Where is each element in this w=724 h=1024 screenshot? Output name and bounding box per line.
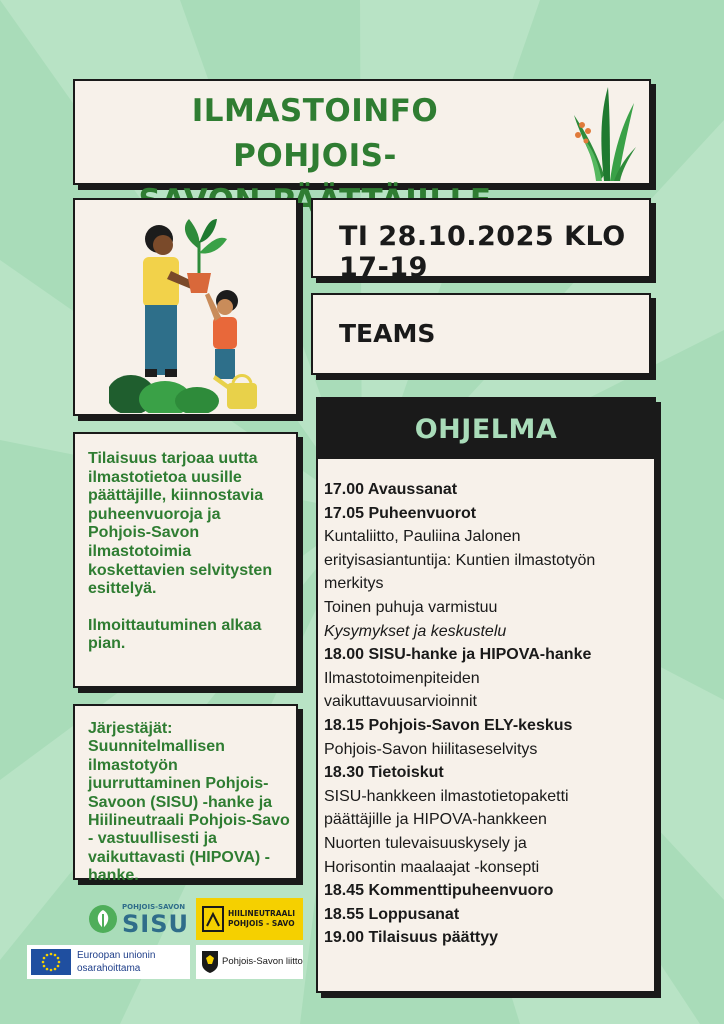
illustration-box: [73, 198, 298, 416]
program-item: 19.00 Tilaisuus päättyy: [324, 929, 499, 947]
pohjois-savon-liitto-logo: [196, 945, 303, 979]
location-box: [311, 293, 651, 375]
sisu-logo-top: POHJOIS-SAVON: [122, 903, 186, 911]
liitto-name: Pohjois-Savon liitto: [222, 956, 303, 967]
sisu-logo: [88, 898, 190, 940]
eu-logo: [27, 945, 190, 979]
program-item: Kuntaliitto, Pauliina Jalonen: [324, 528, 521, 546]
hiilineutraali-line-2: POHJOIS - SAVO: [228, 919, 295, 928]
program-item: Horisontin maalaajat -konsepti: [324, 858, 540, 876]
program-item: 17.05 Puheenvuorot: [324, 504, 477, 522]
hiilineutraali-line-1: HIILINEUTRAALI: [228, 909, 295, 918]
program-item: päättäjille ja HIPOVA-hankkeen: [324, 811, 547, 829]
date-box: [311, 198, 651, 283]
program-item: Kysymykset ja keskustelu: [324, 622, 507, 640]
sisu-logo-main: SISU: [122, 910, 189, 938]
program-item: Ilmastotoimenpiteiden: [324, 669, 480, 687]
program-item: Nuorten tulevaisuuskysely ja: [324, 834, 527, 852]
program-item: erityisasiantuntija: Kuntien ilmastotyön: [324, 551, 596, 569]
organizer-box: [73, 704, 298, 885]
program-item: Toinen puhuja varmistuu: [324, 598, 498, 616]
program-item: 18.00 SISU-hanke ja HIPOVA-hanke: [324, 646, 592, 664]
program-item: 18.45 Kommenttipuheenvuoro: [324, 882, 554, 900]
program-heading: OHJELMA: [318, 399, 654, 459]
program-item: vaikuttavuusarvioinnit: [324, 693, 477, 711]
organizer-text: Järjestäjät: Suunnitelmallisen ilmastotyön juurruttaminen Pohjois-Savoon (SISU) -hanke ja Hiilineutraali Pohjois-Savo - vastuullisesti ja vaikuttavasti (HIPOVA) -hanke.: [88, 720, 290, 885]
event-location: TEAMS: [339, 319, 436, 348]
eu-logo-line-1: Euroopan unionin: [77, 950, 156, 961]
plant-icon: [570, 85, 638, 181]
program-item: merkitys: [324, 575, 384, 593]
program-item: 18.55 Loppusanat: [324, 905, 460, 923]
eu-flag-icon: [31, 949, 71, 975]
description-paragraph: Tilaisuus tarjoaa uutta ilmastotietoa uusille päättäjille, kiinnostavia puheenvuoroja ja Pohjois-Savon ilmastotoimia koskettavien selvitysten esittelyä.: [88, 450, 273, 598]
coat-of-arms-icon: [201, 950, 219, 974]
title-box: [73, 79, 651, 185]
program-item: Pohjois-Savon hiilitaseselvitys: [324, 740, 538, 758]
eu-logo-line-2: osarahoittama: [77, 963, 141, 974]
sisu-emblem-icon: [88, 904, 118, 934]
registration-note: Ilmoittautuminen alkaa pian.: [88, 616, 262, 653]
program-item: 18.30 Tietoiskut: [324, 764, 444, 782]
hiilineutraali-logo: [196, 898, 303, 940]
planting-illustration: [109, 209, 265, 413]
program-list: [324, 478, 654, 950]
program-item: 17.00 Avaussanat: [324, 481, 458, 498]
hiilineutraali-emblem-icon: [202, 906, 224, 932]
title-line-1: ILMASTOINFO POHJOIS-: [191, 93, 439, 174]
event-date: TI 28.10.2025 KLO 17-19: [339, 221, 626, 283]
program-box: [316, 397, 656, 993]
program-item: SISU-hankkeen ilmastotietopaketti: [324, 787, 569, 805]
description: [88, 450, 288, 672]
description-box: [73, 432, 298, 688]
program-item: 18.15 Pohjois-Savon ELY-keskus: [324, 716, 573, 734]
